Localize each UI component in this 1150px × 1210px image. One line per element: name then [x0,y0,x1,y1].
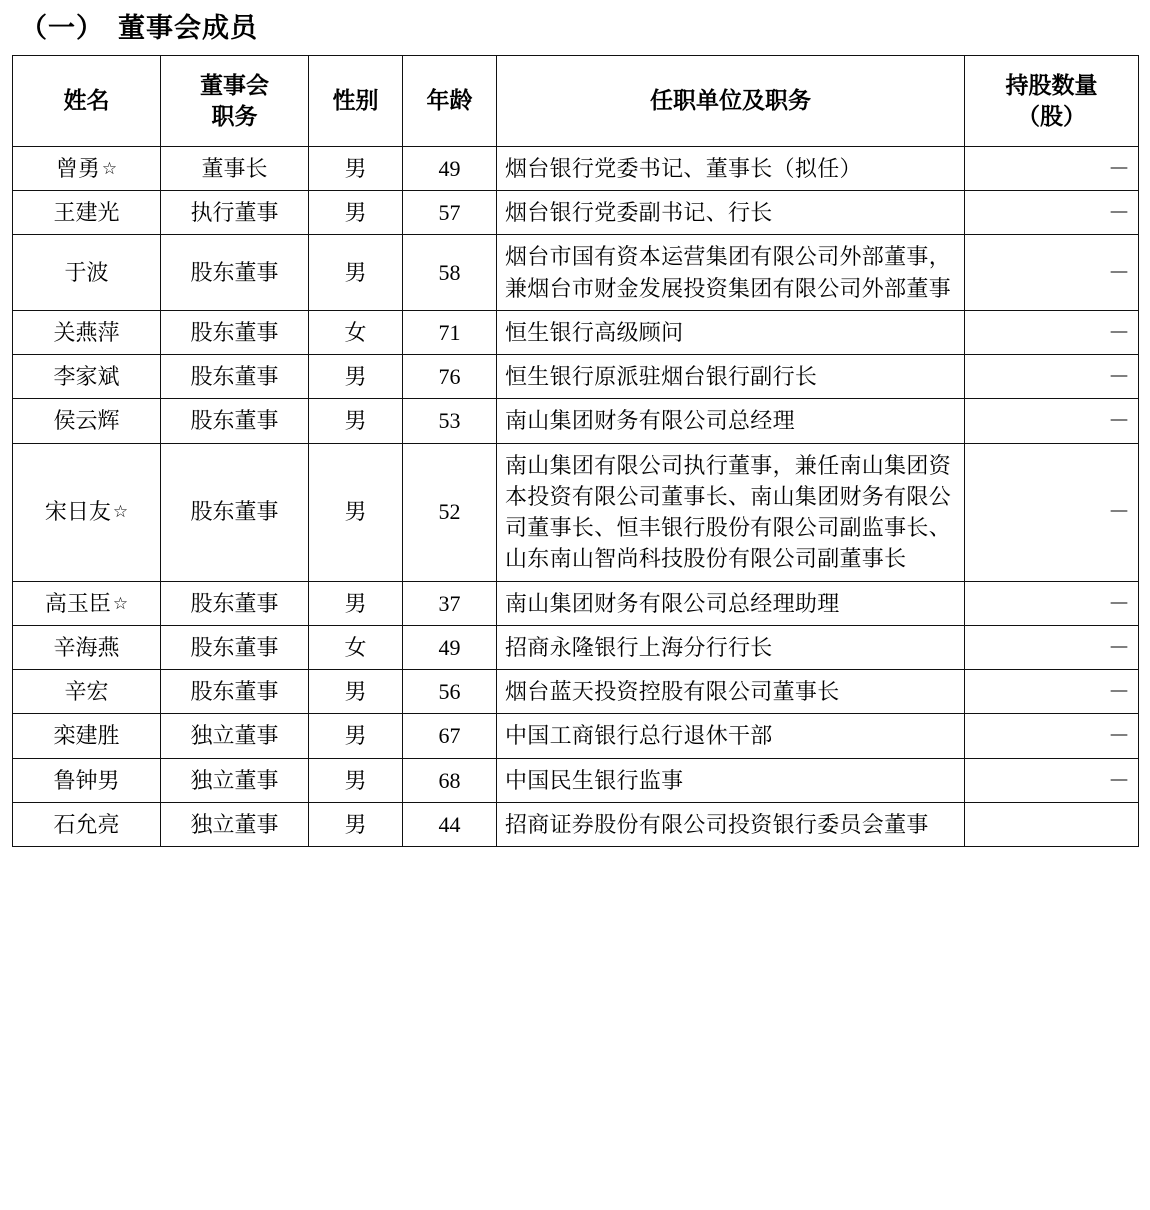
cell-organization: 招商永隆银行上海分行行长 [497,625,965,669]
table-body [13,147,1139,847]
cell-gender: 男 [309,191,403,235]
column-header-shares-line1: 持股数量 [1005,72,1098,98]
member-name: 关燕萍 [53,319,120,345]
member-name: 王建光 [53,200,120,226]
member-name: 侯云辉 [53,408,120,434]
cell-name [13,310,161,354]
cell-organization: 南山集团有限公司执行董事，兼任南山集团资本投资有限公司董事长、南山集团财务有限公司董事长、恒丰银行股份有限公司副监事长、山东南山智尚科技股份有限公司副董事长 [497,443,965,581]
table-row [13,581,1139,625]
cell-gender: 男 [309,147,403,191]
cell-age: 58 [403,235,497,310]
cell-shares: － [965,191,1139,235]
cell-shares: － [965,581,1139,625]
cell-name [13,355,161,399]
table-row [13,310,1139,354]
cell-shares: － [965,443,1139,581]
column-header-gender: 性别 [309,56,403,147]
table-row [13,355,1139,399]
cell-name [13,235,161,310]
cell-post: 股东董事 [161,355,309,399]
cell-age: 52 [403,443,497,581]
table-row [13,758,1139,802]
column-header-post [161,56,309,147]
table-header-row [13,56,1139,147]
cell-post: 执行董事 [161,191,309,235]
cell-organization: 招商证券股份有限公司投资银行委员会董事 [497,802,965,846]
cell-age: 56 [403,670,497,714]
cell-post: 独立董事 [161,802,309,846]
cell-organization: 南山集团财务有限公司总经理 [497,399,965,443]
cell-organization: 南山集团财务有限公司总经理助理 [497,581,965,625]
cell-organization: 烟台市国有资本运营集团有限公司外部董事，兼烟台市财金发展投资集团有限公司外部董事 [497,235,965,310]
column-header-shares [965,56,1139,147]
cell-age: 49 [403,147,497,191]
member-name: 栾建胜 [53,723,120,749]
cell-name [13,147,161,191]
cell-gender: 女 [309,310,403,354]
section-title-text: 董事会成员 [118,13,258,43]
cell-age: 76 [403,355,497,399]
cell-gender: 男 [309,355,403,399]
cell-shares: － [965,310,1139,354]
cell-organization: 烟台银行党委副书记、行长 [497,191,965,235]
table-row [13,670,1139,714]
cell-post: 独立董事 [161,714,309,758]
table-row [13,625,1139,669]
cell-name [13,714,161,758]
member-name: 高玉臣 [44,590,111,616]
cell-organization: 中国民生银行监事 [497,758,965,802]
cell-gender: 女 [309,625,403,669]
cell-gender: 男 [309,758,403,802]
cell-name [13,625,161,669]
cell-shares: － [965,235,1139,310]
cell-organization: 烟台银行党委书记、董事长（拟任） [497,147,965,191]
table-row [13,399,1139,443]
cell-organization: 中国工商银行总行退休干部 [497,714,965,758]
cell-post: 股东董事 [161,443,309,581]
cell-name [13,758,161,802]
section-label: （一） [20,13,104,43]
cell-organization: 烟台蓝天投资控股有限公司董事长 [497,670,965,714]
cell-name [13,581,161,625]
cell-name [13,670,161,714]
cell-name [13,443,161,581]
cell-shares: － [965,714,1139,758]
column-header-post-line2: 职务 [211,104,258,129]
member-name: 曾勇 [55,156,100,181]
column-header-post-line1: 董事会 [200,72,269,98]
cell-gender: 男 [309,235,403,310]
star-icon: ☆ [112,593,129,613]
cell-gender: 男 [309,714,403,758]
cell-gender: 男 [309,802,403,846]
column-header-age: 年龄 [403,56,497,147]
cell-shares: － [965,625,1139,669]
member-name: 鲁钟男 [53,767,120,793]
column-header-name: 姓名 [13,56,161,147]
cell-age: 49 [403,625,497,669]
star-icon: ☆ [101,159,118,178]
page-title [12,0,1138,55]
cell-age: 53 [403,399,497,443]
column-header-shares-line2: （股） [1017,104,1086,129]
cell-gender: 男 [309,581,403,625]
cell-post: 股东董事 [161,310,309,354]
cell-post: 独立董事 [161,758,309,802]
cell-post: 董事长 [161,147,309,191]
cell-name [13,802,161,846]
cell-shares: － [965,758,1139,802]
cell-age: 37 [403,581,497,625]
cell-post: 股东董事 [161,235,309,310]
cell-post: 股东董事 [161,670,309,714]
cell-gender: 男 [309,443,403,581]
member-name: 辛宏 [64,679,109,705]
cell-shares: － [965,670,1139,714]
table-row [13,191,1139,235]
cell-gender: 男 [309,399,403,443]
cell-gender: 男 [309,670,403,714]
cell-shares: － [965,355,1139,399]
table-row [13,235,1139,310]
table-row [13,147,1139,191]
column-header-organization: 任职单位及职务 [497,56,965,147]
cell-organization: 恒生银行高级顾问 [497,310,965,354]
star-icon: ☆ [112,502,129,522]
member-name: 于波 [64,260,109,286]
cell-age: 67 [403,714,497,758]
member-name: 李家斌 [53,364,120,390]
cell-age: 71 [403,310,497,354]
cell-shares: － [965,399,1139,443]
member-name: 辛海燕 [53,634,120,660]
member-name: 石允亮 [53,811,120,837]
cell-organization: 恒生银行原派驻烟台银行副行长 [497,355,965,399]
cell-age: 57 [403,191,497,235]
cell-name [13,399,161,443]
member-name: 宋日友 [44,499,111,525]
table-row [13,443,1139,581]
cell-age: 68 [403,758,497,802]
cell-post: 股东董事 [161,625,309,669]
table-row [13,802,1139,846]
table-row [13,714,1139,758]
cell-shares: － [965,147,1139,191]
board-members-table [12,55,1139,847]
cell-age: 44 [403,802,497,846]
cell-shares [965,802,1139,846]
cell-post: 股东董事 [161,581,309,625]
cell-post: 股东董事 [161,399,309,443]
cell-name [13,191,161,235]
